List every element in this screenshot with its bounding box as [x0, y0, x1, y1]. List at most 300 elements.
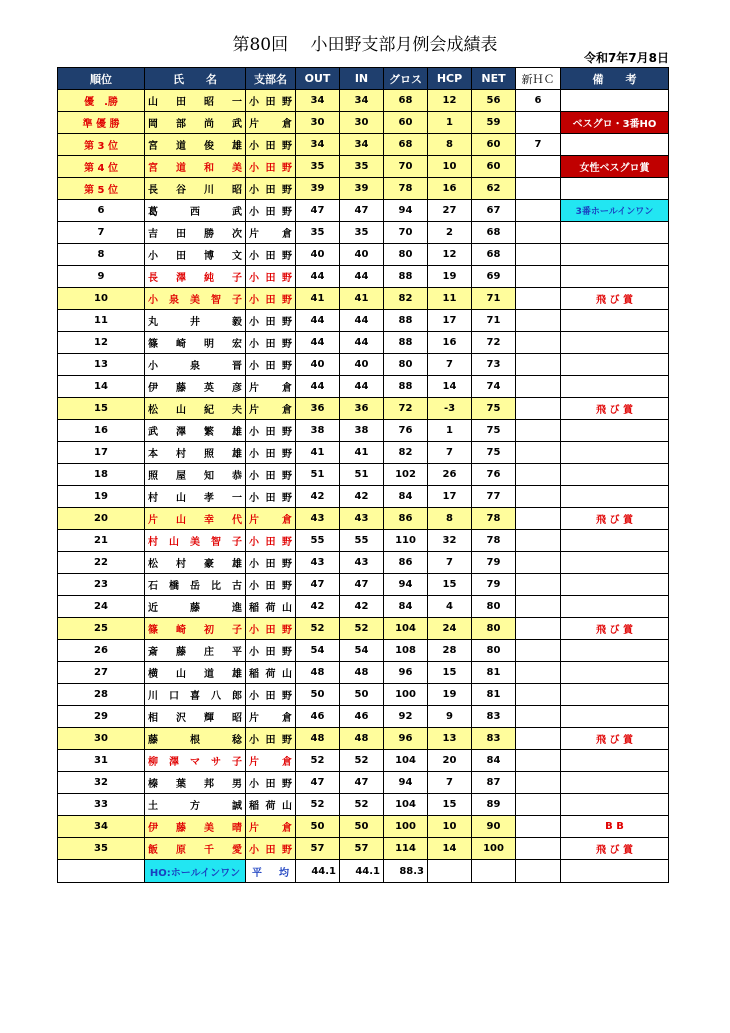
club-cell: 片倉: [246, 376, 296, 398]
table-row: [58, 838, 669, 860]
gross-score-cell: 76: [384, 420, 428, 442]
col-header-in: IN: [340, 68, 384, 90]
table-row: [58, 486, 669, 508]
out-score-cell: 55: [296, 530, 340, 552]
table-row: [58, 772, 669, 794]
handicap-cell: 20: [428, 750, 472, 772]
handicap-cell: 14: [428, 838, 472, 860]
name-cell: 藤根稔: [145, 728, 246, 750]
new-handicap-cell: [516, 816, 561, 838]
gross-score-cell: 88: [384, 332, 428, 354]
net-score-cell: 59: [472, 112, 516, 134]
in-score-cell: 34: [340, 134, 384, 156]
table-row: [58, 552, 669, 574]
note-cell: [561, 684, 669, 706]
new-handicap-cell: [516, 288, 561, 310]
club-cell: 稲荷山: [246, 794, 296, 816]
footer-empty-cell: [561, 860, 669, 883]
note-cell: [561, 134, 669, 156]
in-score-cell: 35: [340, 222, 384, 244]
in-score-cell: 46: [340, 706, 384, 728]
in-score-cell: 44: [340, 310, 384, 332]
table-footer-row: [58, 860, 669, 883]
out-score-cell: 42: [296, 596, 340, 618]
col-header-rank: 順位: [58, 68, 145, 90]
new-handicap-cell: [516, 486, 561, 508]
col-header-hcp: HCP: [428, 68, 472, 90]
in-score-cell: 36: [340, 398, 384, 420]
col-header-club: 支部名: [246, 68, 296, 90]
in-score-cell: 50: [340, 816, 384, 838]
out-score-cell: 47: [296, 772, 340, 794]
gross-score-cell: 80: [384, 244, 428, 266]
net-score-cell: 60: [472, 134, 516, 156]
handicap-cell: 16: [428, 332, 472, 354]
out-score-cell: 52: [296, 750, 340, 772]
in-score-cell: 43: [340, 508, 384, 530]
new-handicap-cell: [516, 178, 561, 200]
in-score-cell: 44: [340, 376, 384, 398]
table-row: [58, 596, 669, 618]
note-cell: 女性ベスグロ賞: [561, 156, 669, 178]
club-cell: 小田野: [246, 134, 296, 156]
club-cell: 小田野: [246, 288, 296, 310]
note-cell: [561, 772, 669, 794]
gross-score-cell: 104: [384, 794, 428, 816]
gross-score-cell: 96: [384, 728, 428, 750]
in-score-cell: 47: [340, 772, 384, 794]
name-cell: 小田博文: [145, 244, 246, 266]
new-handicap-cell: [516, 310, 561, 332]
club-cell: 小田野: [246, 486, 296, 508]
name-cell: 宮道和美: [145, 156, 246, 178]
out-score-cell: 41: [296, 288, 340, 310]
note-cell: [561, 310, 669, 332]
in-score-cell: 57: [340, 838, 384, 860]
out-score-cell: 52: [296, 618, 340, 640]
handicap-cell: 27: [428, 200, 472, 222]
new-handicap-cell: [516, 266, 561, 288]
rank-cell: 34: [58, 816, 145, 838]
table-row: [58, 618, 669, 640]
gross-score-cell: 68: [384, 90, 428, 112]
handicap-cell: 1: [428, 112, 472, 134]
rank-cell: 33: [58, 794, 145, 816]
note-cell: [561, 464, 669, 486]
handicap-cell: 14: [428, 376, 472, 398]
col-header-net: NET: [472, 68, 516, 90]
rank-cell: 18: [58, 464, 145, 486]
in-score-cell: 30: [340, 112, 384, 134]
net-score-cell: 80: [472, 640, 516, 662]
out-score-cell: 52: [296, 794, 340, 816]
out-score-cell: 51: [296, 464, 340, 486]
club-cell: 小田野: [246, 552, 296, 574]
table-row: [58, 134, 669, 156]
rank-cell: 準 優 勝: [58, 112, 145, 134]
rank-cell: 27: [58, 662, 145, 684]
net-score-cell: 84: [472, 750, 516, 772]
new-handicap-cell: [516, 420, 561, 442]
club-cell: 小田野: [246, 90, 296, 112]
handicap-cell: 17: [428, 486, 472, 508]
gross-score-cell: 108: [384, 640, 428, 662]
out-score-cell: 42: [296, 486, 340, 508]
handicap-cell: 2: [428, 222, 472, 244]
out-score-cell: 48: [296, 728, 340, 750]
net-score-cell: 79: [472, 552, 516, 574]
out-score-cell: 30: [296, 112, 340, 134]
club-cell: 小田野: [246, 332, 296, 354]
gross-score-cell: 88: [384, 266, 428, 288]
in-score-cell: 50: [340, 684, 384, 706]
new-handicap-cell: [516, 794, 561, 816]
name-cell: 篠崎初子: [145, 618, 246, 640]
club-cell: 小田野: [246, 574, 296, 596]
footer-empty-cell: [472, 860, 516, 883]
new-handicap-cell: [516, 750, 561, 772]
name-cell: 丸井毅: [145, 310, 246, 332]
table-header-row: [58, 68, 669, 90]
table-row: [58, 750, 669, 772]
club-cell: 小田野: [246, 640, 296, 662]
note-cell: [561, 750, 669, 772]
table-row: [58, 178, 669, 200]
handicap-cell: 12: [428, 244, 472, 266]
in-score-cell: 52: [340, 618, 384, 640]
in-score-cell: 40: [340, 244, 384, 266]
gross-score-cell: 84: [384, 486, 428, 508]
gross-score-cell: 60: [384, 112, 428, 134]
handicap-cell: 15: [428, 794, 472, 816]
name-cell: 榛葉邦男: [145, 772, 246, 794]
name-cell: 松村豪雄: [145, 552, 246, 574]
footer-empty-cell: [428, 860, 472, 883]
gross-score-cell: 110: [384, 530, 428, 552]
new-handicap-cell: 7: [516, 134, 561, 156]
table-row: [58, 662, 669, 684]
table-row: [58, 420, 669, 442]
handicap-cell: 19: [428, 684, 472, 706]
rank-cell: 31: [58, 750, 145, 772]
club-cell: 小田野: [246, 266, 296, 288]
net-score-cell: 72: [472, 332, 516, 354]
note-cell: [561, 486, 669, 508]
name-cell: 吉田勝次: [145, 222, 246, 244]
in-score-cell: 43: [340, 552, 384, 574]
new-handicap-cell: [516, 200, 561, 222]
out-score-cell: 34: [296, 90, 340, 112]
rank-cell: 26: [58, 640, 145, 662]
out-score-cell: 36: [296, 398, 340, 420]
new-handicap-cell: [516, 838, 561, 860]
note-cell: [561, 442, 669, 464]
net-score-cell: 77: [472, 486, 516, 508]
handicap-cell: 32: [428, 530, 472, 552]
name-cell: 片山幸代: [145, 508, 246, 530]
name-cell: 山田昭一: [145, 90, 246, 112]
rank-cell: 第 3 位: [58, 134, 145, 156]
handicap-cell: 10: [428, 156, 472, 178]
note-cell: [561, 178, 669, 200]
out-score-cell: 54: [296, 640, 340, 662]
handicap-cell: 8: [428, 508, 472, 530]
note-cell: 飛 び 賞: [561, 618, 669, 640]
note-cell: 3番ホールインワン: [561, 200, 669, 222]
hole-in-one-legend: HO:ホールインワン: [145, 860, 246, 883]
name-cell: 相沢輝昭: [145, 706, 246, 728]
club-cell: 片倉: [246, 706, 296, 728]
new-handicap-cell: [516, 398, 561, 420]
out-score-cell: 47: [296, 200, 340, 222]
gross-score-cell: 84: [384, 596, 428, 618]
out-score-cell: 46: [296, 706, 340, 728]
handicap-cell: 4: [428, 596, 472, 618]
table-row: [58, 464, 669, 486]
net-score-cell: 75: [472, 442, 516, 464]
net-score-cell: 71: [472, 310, 516, 332]
rank-cell: 29: [58, 706, 145, 728]
in-score-cell: 42: [340, 486, 384, 508]
note-cell: 飛 び 賞: [561, 288, 669, 310]
name-cell: 横山道雄: [145, 662, 246, 684]
in-score-cell: 54: [340, 640, 384, 662]
name-cell: 小泉美智子: [145, 288, 246, 310]
club-cell: 片倉: [246, 222, 296, 244]
gross-score-cell: 104: [384, 750, 428, 772]
club-cell: 小田野: [246, 178, 296, 200]
gross-score-cell: 82: [384, 288, 428, 310]
club-cell: 小田野: [246, 772, 296, 794]
name-cell: 伊藤英彦: [145, 376, 246, 398]
net-score-cell: 75: [472, 420, 516, 442]
in-score-cell: 34: [340, 90, 384, 112]
note-cell: [561, 222, 669, 244]
out-score-cell: 38: [296, 420, 340, 442]
gross-score-cell: 114: [384, 838, 428, 860]
net-score-cell: 56: [472, 90, 516, 112]
table-row: [58, 376, 669, 398]
new-handicap-cell: [516, 112, 561, 134]
table-row: [58, 728, 669, 750]
club-cell: 小田野: [246, 530, 296, 552]
club-cell: 小田野: [246, 156, 296, 178]
table-row: [58, 310, 669, 332]
note-cell: 飛 び 賞: [561, 728, 669, 750]
rank-cell: 24: [58, 596, 145, 618]
table-row: [58, 530, 669, 552]
new-handicap-cell: [516, 530, 561, 552]
in-score-cell: 52: [340, 794, 384, 816]
net-score-cell: 69: [472, 266, 516, 288]
club-cell: 小田野: [246, 200, 296, 222]
note-cell: [561, 662, 669, 684]
out-score-cell: 44: [296, 376, 340, 398]
gross-score-cell: 92: [384, 706, 428, 728]
new-handicap-cell: 6: [516, 90, 561, 112]
new-handicap-cell: [516, 618, 561, 640]
in-score-cell: 38: [340, 420, 384, 442]
net-score-cell: 71: [472, 288, 516, 310]
gross-score-cell: 82: [384, 442, 428, 464]
out-score-cell: 39: [296, 178, 340, 200]
name-cell: 本村照雄: [145, 442, 246, 464]
in-score-cell: 48: [340, 662, 384, 684]
out-score-cell: 35: [296, 156, 340, 178]
note-cell: [561, 552, 669, 574]
new-handicap-cell: [516, 332, 561, 354]
net-score-cell: 81: [472, 684, 516, 706]
out-score-cell: 44: [296, 266, 340, 288]
note-cell: [561, 706, 669, 728]
col-header-notes: 備 考: [561, 68, 669, 90]
in-score-cell: 42: [340, 596, 384, 618]
new-handicap-cell: [516, 574, 561, 596]
note-cell: 飛 び 賞: [561, 398, 669, 420]
handicap-cell: 7: [428, 552, 472, 574]
rank-cell: 22: [58, 552, 145, 574]
in-score-cell: 39: [340, 178, 384, 200]
out-score-cell: 40: [296, 244, 340, 266]
handicap-cell: 19: [428, 266, 472, 288]
note-cell: 飛 び 賞: [561, 838, 669, 860]
new-handicap-cell: [516, 596, 561, 618]
in-score-cell: 41: [340, 442, 384, 464]
note-cell: [561, 420, 669, 442]
net-score-cell: 73: [472, 354, 516, 376]
gross-score-cell: 78: [384, 178, 428, 200]
club-cell: 小田野: [246, 838, 296, 860]
net-score-cell: 62: [472, 178, 516, 200]
handicap-cell: 15: [428, 574, 472, 596]
rank-cell: 12: [58, 332, 145, 354]
name-cell: 篠崎明宏: [145, 332, 246, 354]
out-score-cell: 50: [296, 816, 340, 838]
note-cell: [561, 574, 669, 596]
gross-score-cell: 94: [384, 200, 428, 222]
name-cell: 長谷川昭: [145, 178, 246, 200]
net-score-cell: 74: [472, 376, 516, 398]
handicap-cell: -3: [428, 398, 472, 420]
handicap-cell: 12: [428, 90, 472, 112]
handicap-cell: 24: [428, 618, 472, 640]
club-cell: 片倉: [246, 398, 296, 420]
rank-cell: 21: [58, 530, 145, 552]
average-label: 平均: [246, 860, 296, 883]
in-score-cell: 52: [340, 750, 384, 772]
out-score-cell: 48: [296, 662, 340, 684]
out-score-cell: 47: [296, 574, 340, 596]
name-cell: 岡部尚武: [145, 112, 246, 134]
name-cell: 近藤進: [145, 596, 246, 618]
out-score-cell: 44: [296, 310, 340, 332]
net-score-cell: 68: [472, 222, 516, 244]
rank-cell: 14: [58, 376, 145, 398]
net-score-cell: 78: [472, 530, 516, 552]
net-score-cell: 68: [472, 244, 516, 266]
in-score-cell: 41: [340, 288, 384, 310]
rank-cell: 8: [58, 244, 145, 266]
net-score-cell: 79: [472, 574, 516, 596]
table-row: [58, 640, 669, 662]
in-score-cell: 47: [340, 200, 384, 222]
average-out: 44.1: [296, 860, 340, 883]
handicap-cell: 8: [428, 134, 472, 156]
club-cell: 小田野: [246, 464, 296, 486]
table-row: [58, 266, 669, 288]
table-row: [58, 222, 669, 244]
rank-cell: 9: [58, 266, 145, 288]
rank-cell: 35: [58, 838, 145, 860]
rank-cell: 10: [58, 288, 145, 310]
handicap-cell: 1: [428, 420, 472, 442]
club-cell: 小田野: [246, 442, 296, 464]
col-header-gross: グロス: [384, 68, 428, 90]
rank-cell: 15: [58, 398, 145, 420]
handicap-cell: 9: [428, 706, 472, 728]
handicap-cell: 28: [428, 640, 472, 662]
name-cell: 葛西武: [145, 200, 246, 222]
name-cell: 武澤繁雄: [145, 420, 246, 442]
in-score-cell: 40: [340, 354, 384, 376]
out-score-cell: 50: [296, 684, 340, 706]
name-cell: 松山紀夫: [145, 398, 246, 420]
new-handicap-cell: [516, 464, 561, 486]
table-row: [58, 684, 669, 706]
name-cell: 土方誠: [145, 794, 246, 816]
in-score-cell: 48: [340, 728, 384, 750]
gross-score-cell: 86: [384, 552, 428, 574]
net-score-cell: 78: [472, 508, 516, 530]
new-handicap-cell: [516, 662, 561, 684]
club-cell: 小田野: [246, 244, 296, 266]
handicap-cell: 7: [428, 772, 472, 794]
in-score-cell: 35: [340, 156, 384, 178]
name-cell: 飯原千愛: [145, 838, 246, 860]
col-header-name: 氏 名: [145, 68, 246, 90]
note-cell: [561, 376, 669, 398]
table-row: [58, 112, 669, 134]
club-cell: 小田野: [246, 420, 296, 442]
in-score-cell: 44: [340, 266, 384, 288]
club-cell: 稲荷山: [246, 596, 296, 618]
handicap-cell: 7: [428, 354, 472, 376]
club-cell: 片倉: [246, 816, 296, 838]
club-cell: 小田野: [246, 354, 296, 376]
new-handicap-cell: [516, 442, 561, 464]
new-handicap-cell: [516, 244, 561, 266]
note-cell: 飛 び 賞: [561, 508, 669, 530]
out-score-cell: 34: [296, 134, 340, 156]
net-score-cell: 83: [472, 728, 516, 750]
table-row: [58, 574, 669, 596]
col-header-out: OUT: [296, 68, 340, 90]
net-score-cell: 76: [472, 464, 516, 486]
club-cell: 小田野: [246, 684, 296, 706]
rank-cell: 30: [58, 728, 145, 750]
average-gross: 88.3: [384, 860, 428, 883]
rank-cell: 13: [58, 354, 145, 376]
club-cell: 小田野: [246, 728, 296, 750]
new-handicap-cell: [516, 728, 561, 750]
footer-empty-cell: [58, 860, 145, 883]
club-cell: 片倉: [246, 750, 296, 772]
handicap-cell: 11: [428, 288, 472, 310]
table-row: [58, 398, 669, 420]
table-row: [58, 816, 669, 838]
handicap-cell: 15: [428, 662, 472, 684]
new-handicap-cell: [516, 552, 561, 574]
